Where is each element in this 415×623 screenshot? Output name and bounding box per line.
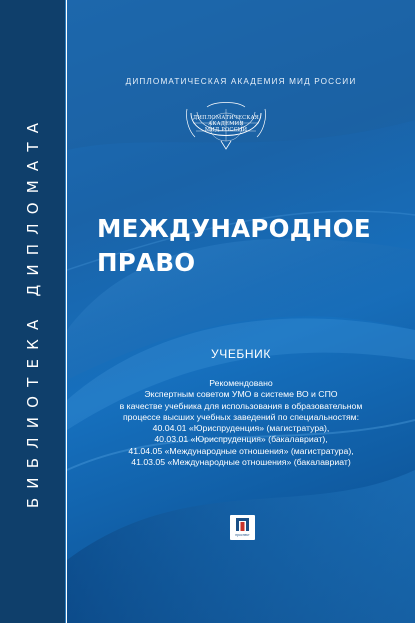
recommendation-line: процессе высших учебных заведений по специальностям: xyxy=(122,411,360,422)
recommendation-line: 40.04.01 «Юриспруденция» (магистратура), xyxy=(152,423,330,434)
book-type: УЧЕБНИК xyxy=(211,347,271,361)
series-name: БИБЛИОТЕКА ДИПЛОМАТА xyxy=(24,113,42,509)
recommendation-text xyxy=(67,378,415,468)
book-spine xyxy=(0,0,66,623)
recommendation-line: 41.03.05 «Международные отношения» (бакалавриат) xyxy=(131,457,351,468)
recommendation-line: 40.03.01 «Юриспруденция» (бакалавриат), xyxy=(154,434,328,445)
recommendation-line: в качестве учебника для использования в образовательном xyxy=(119,400,363,411)
book-title xyxy=(97,212,371,280)
emblem-caption: ДИПЛОМАТИЧЕСКАЯ АКАДЕМИЯ МИД РОССИИ xyxy=(193,115,259,134)
front-cover xyxy=(67,0,415,623)
recommendation-line: Экспертным советом УМО в системе ВО и СПО xyxy=(144,389,338,400)
recommendation-line: Рекомендовано xyxy=(209,378,273,388)
academy-emblem xyxy=(181,97,271,153)
publisher-name: проспект xyxy=(235,532,250,537)
title-line: ПРАВО xyxy=(97,248,196,277)
recommendation-line: 41.04.05 «Международные отношения» (магистратура), xyxy=(128,445,354,456)
title-line: МЕЖДУНАРОДНОЕ xyxy=(97,214,371,243)
publisher-logo xyxy=(230,515,255,540)
academy-name: ДИПЛОМАТИЧЕСКАЯ АКАДЕМИЯ МИД РОССИИ xyxy=(125,77,357,86)
